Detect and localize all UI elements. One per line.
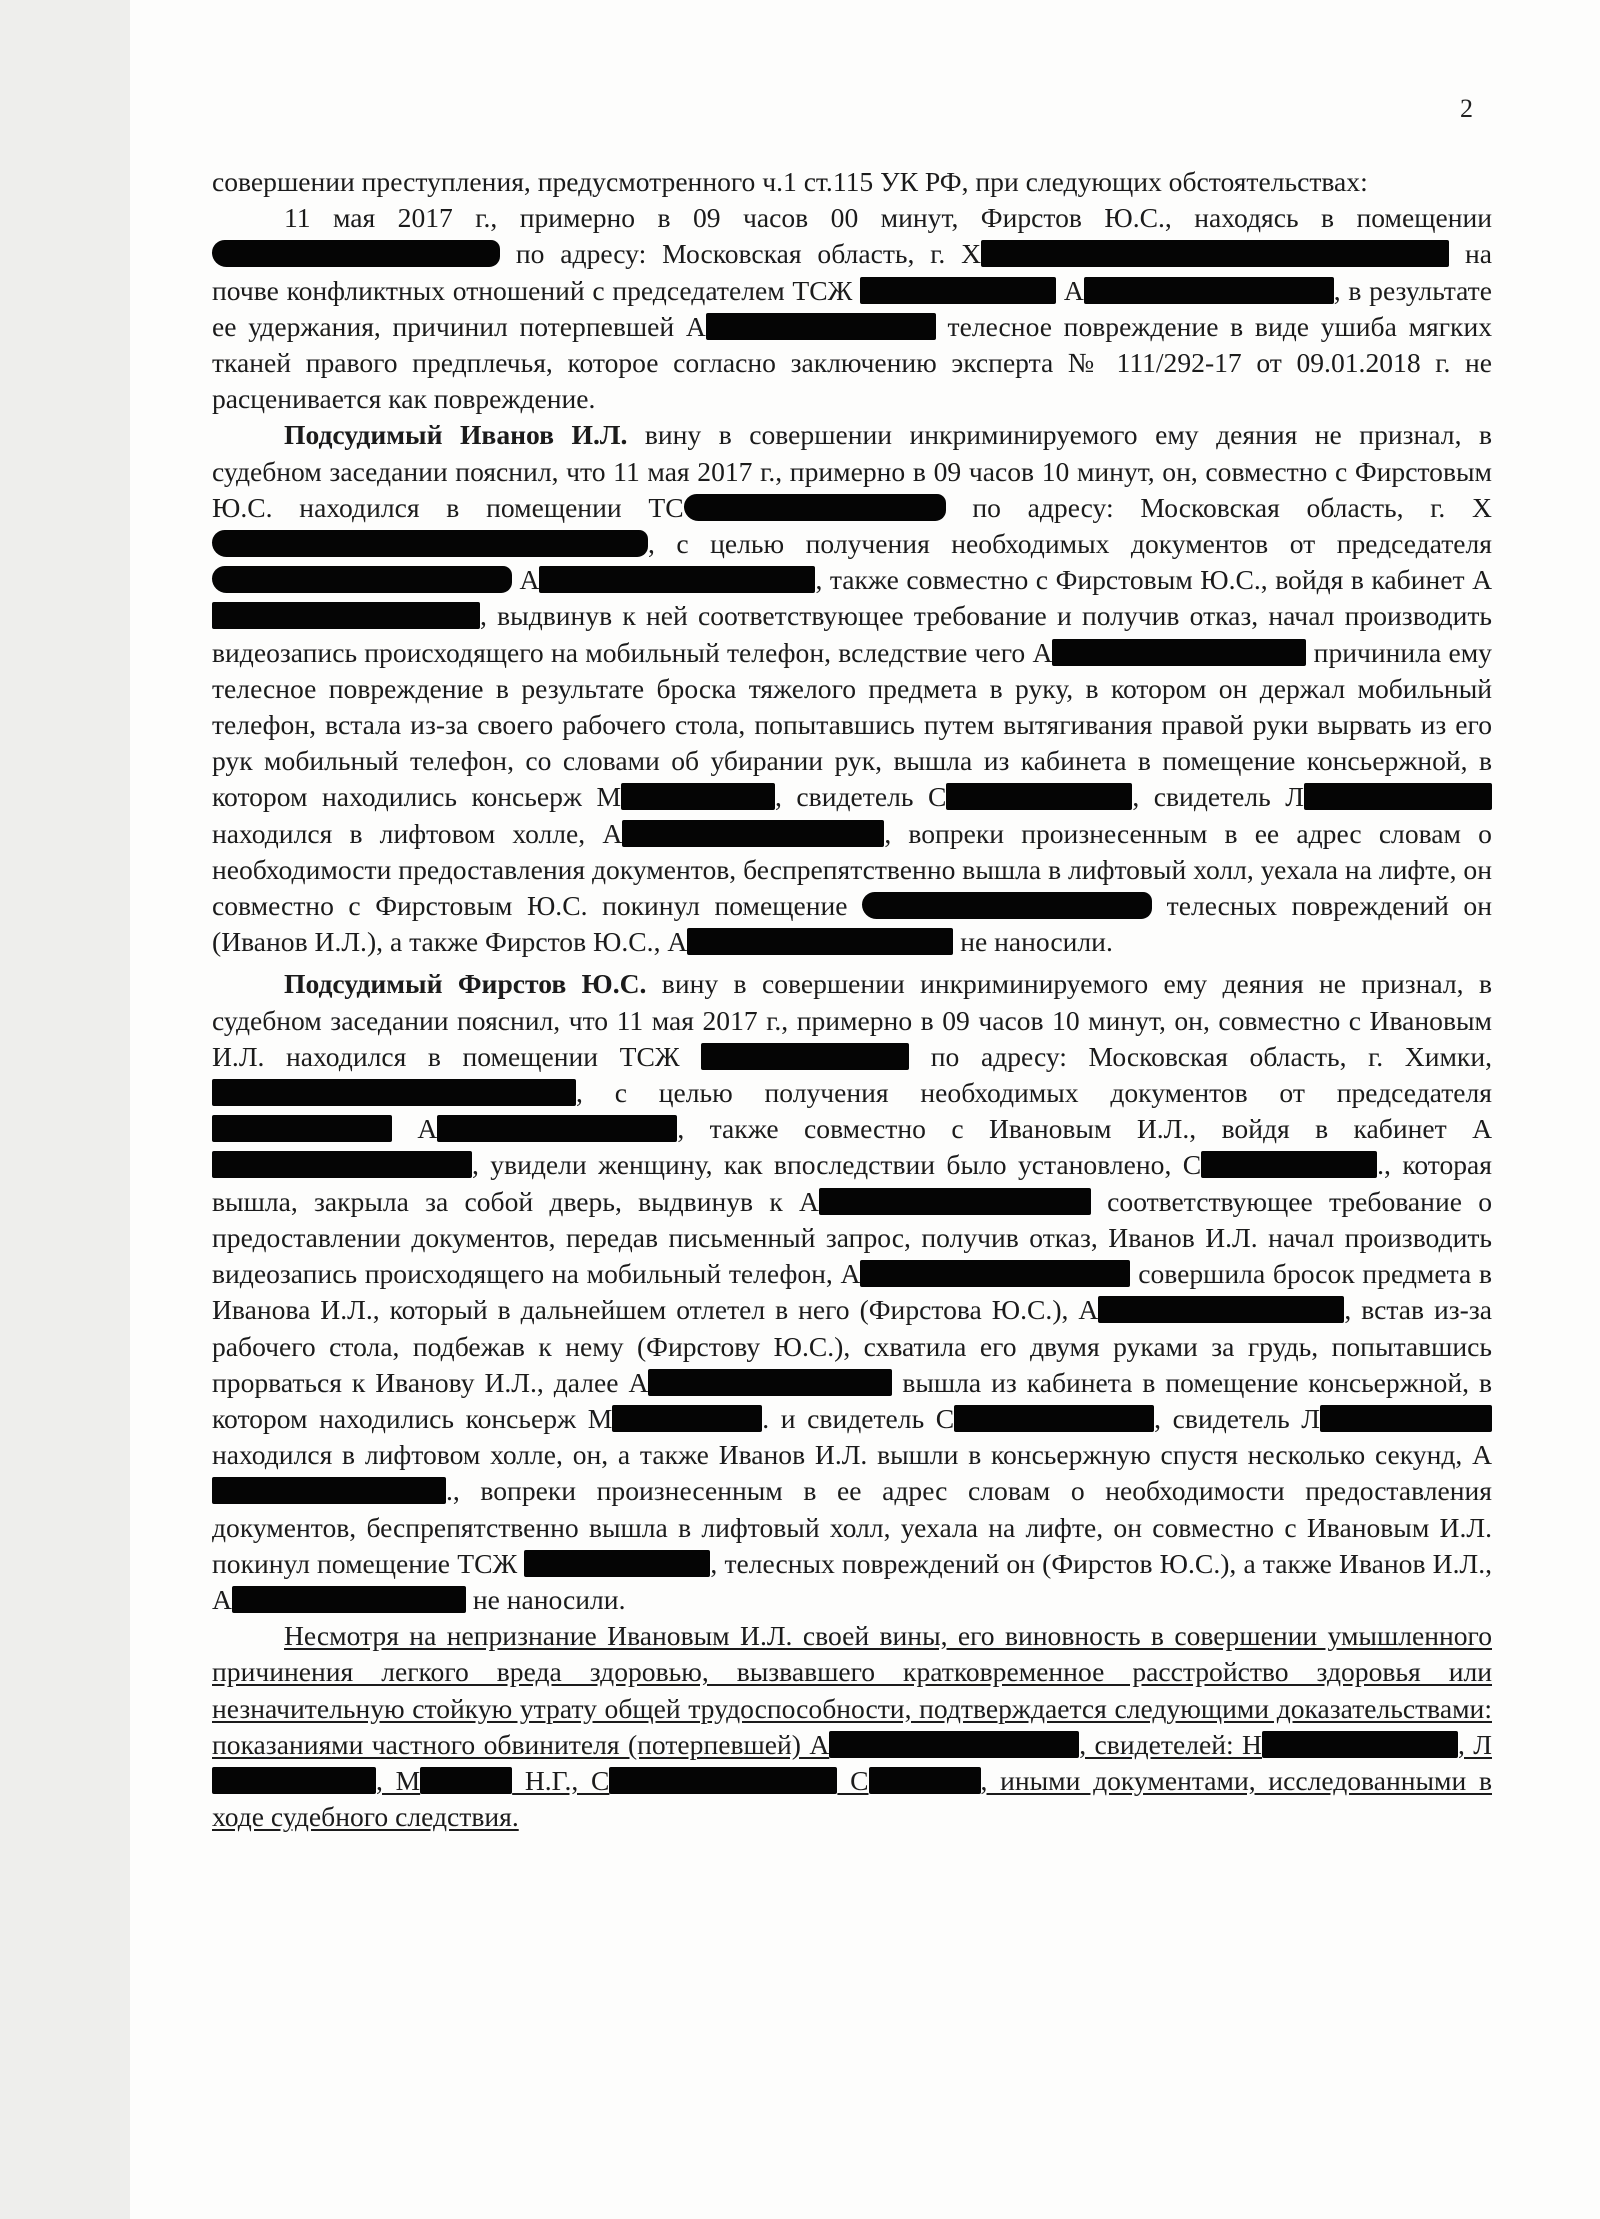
- redaction-box: [1201, 1151, 1377, 1178]
- redaction-box: [829, 1731, 1079, 1758]
- text-run: соответствующее требование о предоставлении документов, передав письменный запрос, получив отказ, Иванов И.Л. начал производить видеозапись происходящего на мобильный телефон, А: [212, 1185, 1492, 1290]
- text-run: телесных повреждений он (Иванов И.Л.), а также Фирстов Ю.С., А: [212, 890, 1492, 958]
- redaction-box: [212, 566, 512, 593]
- text-run: по адресу: Московская область, г. Х: [500, 238, 982, 270]
- redaction-box: [212, 530, 648, 557]
- text-run: , в результате ее удержания, причинил потерпевшей А: [212, 274, 1492, 342]
- text-run: , свидетель Л: [1132, 781, 1305, 813]
- text-run: на почве конфликтных отношений с председателем ТСЖ: [212, 238, 1492, 306]
- text-run: , с целью получения необходимых документов от председателя: [648, 528, 1492, 560]
- redaction-box: [1084, 277, 1334, 304]
- text-run: 11 мая 2017 г., примерно в 09 часов 00 минут, Фирстов Ю.С., находясь в помещении: [284, 202, 1492, 234]
- redaction-box: [684, 494, 946, 521]
- redaction-box: [212, 240, 500, 267]
- redaction-box: [212, 602, 480, 629]
- text-run: ., вопреки произнесенным в ее адрес словам о необходимости предоставления документов, беспрепятственно вышла в лифтовый холл, уехала на лифте, он совместно с Ивановым И.Л. покинул помещение ТСЖ: [212, 1475, 1492, 1579]
- redaction-box: [212, 1767, 376, 1794]
- text-run: , телесных повреждений он (Фирстов Ю.С.), а также Иванов И.Л., А: [212, 1547, 1492, 1615]
- redaction-box: [954, 1405, 1154, 1432]
- redaction-box: [1262, 1731, 1458, 1758]
- redaction-box: [232, 1586, 466, 1613]
- text-run: по адресу: Московская область, г. Х: [945, 491, 1492, 523]
- redaction-box: [621, 783, 775, 810]
- text-run: , также совместно с Фирстовым Ю.С., войдя в кабинет А: [815, 564, 1492, 596]
- text-run: ., которая вышла, закрыла за собой дверь, выдвинув к А: [212, 1149, 1492, 1217]
- redaction-box: [212, 1079, 576, 1106]
- text-run: находился в лифтовом холле, А: [212, 817, 623, 849]
- redaction-box: [437, 1115, 677, 1142]
- redaction-box: [1304, 783, 1492, 810]
- text-run: находился в лифтовом холле, он, а также Иванов И.Л. вышли в консьержную спустя несколько секунд, А: [212, 1439, 1492, 1471]
- redaction-box: [609, 1767, 837, 1794]
- text-run: по адресу: Московская область, г. Химки,: [909, 1040, 1492, 1072]
- underlined-text: , Л: [1457, 1728, 1492, 1760]
- redaction-box: [860, 1260, 1130, 1287]
- redaction-box: [946, 783, 1132, 810]
- text-run: вышла из кабинета в помещение консьержной, в котором находились консьерж М: [212, 1366, 1492, 1434]
- redaction-box: [869, 1767, 981, 1794]
- redaction-box: [612, 1405, 762, 1432]
- underlined-text: Н.Г., С: [512, 1764, 610, 1796]
- redaction-box: [1320, 1405, 1492, 1432]
- text-run: , увидели женщину, как впоследствии было установлено, С: [472, 1149, 1202, 1181]
- paragraph-p1: [212, 164, 1492, 200]
- redaction-box: [981, 240, 1449, 267]
- redaction-box: [819, 1188, 1091, 1215]
- text-run: , встав из-за рабочего стола, подбежав к нему (Фирстову Ю.С.), схватила его двумя руками за грудь, попытавшись прорваться к Иванову И.Л., далее А: [212, 1294, 1492, 1398]
- text-run: вину в совершении инкриминируемого ему деяния не признал, в судебном заседании пояснил, что 11 мая 2017 г., примерно в 09 часов 10 минут, он, совместно с Фирстовым Ю.С. находился в помещении ТС: [212, 419, 1492, 523]
- text-run: А: [512, 564, 540, 596]
- text-run: не наносили.: [953, 926, 1113, 958]
- text-run: , свидетель С: [775, 781, 947, 813]
- redaction-box: [701, 1043, 909, 1070]
- text-run: телесное повреждение в виде ушиба мягких тканей правого предплечья, которое согласно заключению эксперта № 111/292-17 от 09.01.2018 г. не расценивается как повреждение.: [212, 310, 1493, 415]
- redaction-box: [420, 1767, 512, 1794]
- text-run: вину в совершении инкриминируемого ему деяния не признал, в судебном заседании пояснил, что 11 мая 2017 г., примерно в 09 часов 10 минут, он, совместно с Ивановым И.Л. находился в помещении ТСЖ: [212, 968, 1492, 1072]
- text-run: совершении преступления, предусмотренного ч.1 ст.115 УК РФ, при следующих обстоятельствах:: [212, 166, 1368, 197]
- paragraph-p4: [212, 966, 1492, 1618]
- redaction-box: [706, 313, 936, 340]
- bold-text: Подсудимый Фирстов Ю.С.: [284, 968, 647, 1000]
- text-run: , выдвинув к ней соответствующее требование и получив отказ, начал производить видеозапись происходящего на мобильный телефон, вследствие чего А: [212, 600, 1492, 668]
- text-run: , свидетель Л: [1154, 1402, 1320, 1434]
- text-run: . и свидетель С: [762, 1402, 955, 1434]
- paragraph-p3: [212, 417, 1492, 960]
- underlined-text: , свидетелей: Н: [1079, 1728, 1262, 1760]
- text-run: , вопреки произнесенным в ее адрес словам о необходимости предоставления документов, беспрепятственно вышла в лифтовый холл, уехала на лифте, он совместно с Фирстовым Ю.С. покинул помещение: [212, 817, 1492, 922]
- redaction-box: [539, 566, 815, 593]
- text-run: причинила ему телесное повреждение в результате броска тяжелого предмета в руку, в котором он держал мобильный телефон, встала из-за своего рабочего стола, попытавшись путем вытягивания правой руки вырвать из его рук мобильный телефон, со словами об убирании рук, вышла из кабинета в помещение консьержной, в котором находились консьерж М: [212, 636, 1492, 813]
- redaction-box: [1098, 1296, 1344, 1323]
- redaction-box: [862, 892, 1152, 919]
- redaction-box: [212, 1477, 446, 1504]
- underlined-text: С: [837, 1764, 869, 1796]
- redaction-box: [212, 1151, 472, 1178]
- paragraph-p2: [212, 200, 1492, 417]
- text-run: совершила бросок предмета в Иванова И.Л., который в дальнейшем отлетел в него (Фирстова Ю.С.), А: [212, 1258, 1492, 1326]
- bold-text: Подсудимый Иванов И.Л.: [284, 419, 628, 451]
- text-run: , с целью получения необходимых документов от председателя: [576, 1077, 1492, 1109]
- text-run: не наносили.: [465, 1583, 626, 1615]
- paragraph-p5: [212, 1618, 1492, 1835]
- underlined-text: , иными документами, исследованными в ходе судебного следствия.: [212, 1764, 1492, 1833]
- underlined-text: Несмотря на непризнание Ивановым И.Л. своей вины, его виновность в совершении умышленного причинения легкого вреда здоровью, вызвавшего кратковременное расстройство здоровья или незначительную стойкую утрату общей трудоспособности, подтверждается следующими доказательствами: показаниями частного обвинителя (потерпевшей) А: [212, 1620, 1492, 1760]
- underlined-text: , М: [376, 1764, 421, 1796]
- redaction-box: [648, 1369, 892, 1396]
- redaction-box: [860, 277, 1056, 304]
- document-body: [212, 164, 1492, 1835]
- page-number: 2: [1460, 94, 1473, 123]
- redaction-box: [212, 1115, 392, 1142]
- text-run: А: [1056, 274, 1084, 306]
- text-run: , также совместно с Ивановым И.Л., войдя в кабинет А: [677, 1113, 1493, 1145]
- text-run: А: [392, 1113, 438, 1145]
- redaction-box: [622, 820, 884, 847]
- redaction-box: [1052, 639, 1306, 666]
- redaction-box: [524, 1550, 710, 1577]
- redaction-box: [687, 928, 953, 955]
